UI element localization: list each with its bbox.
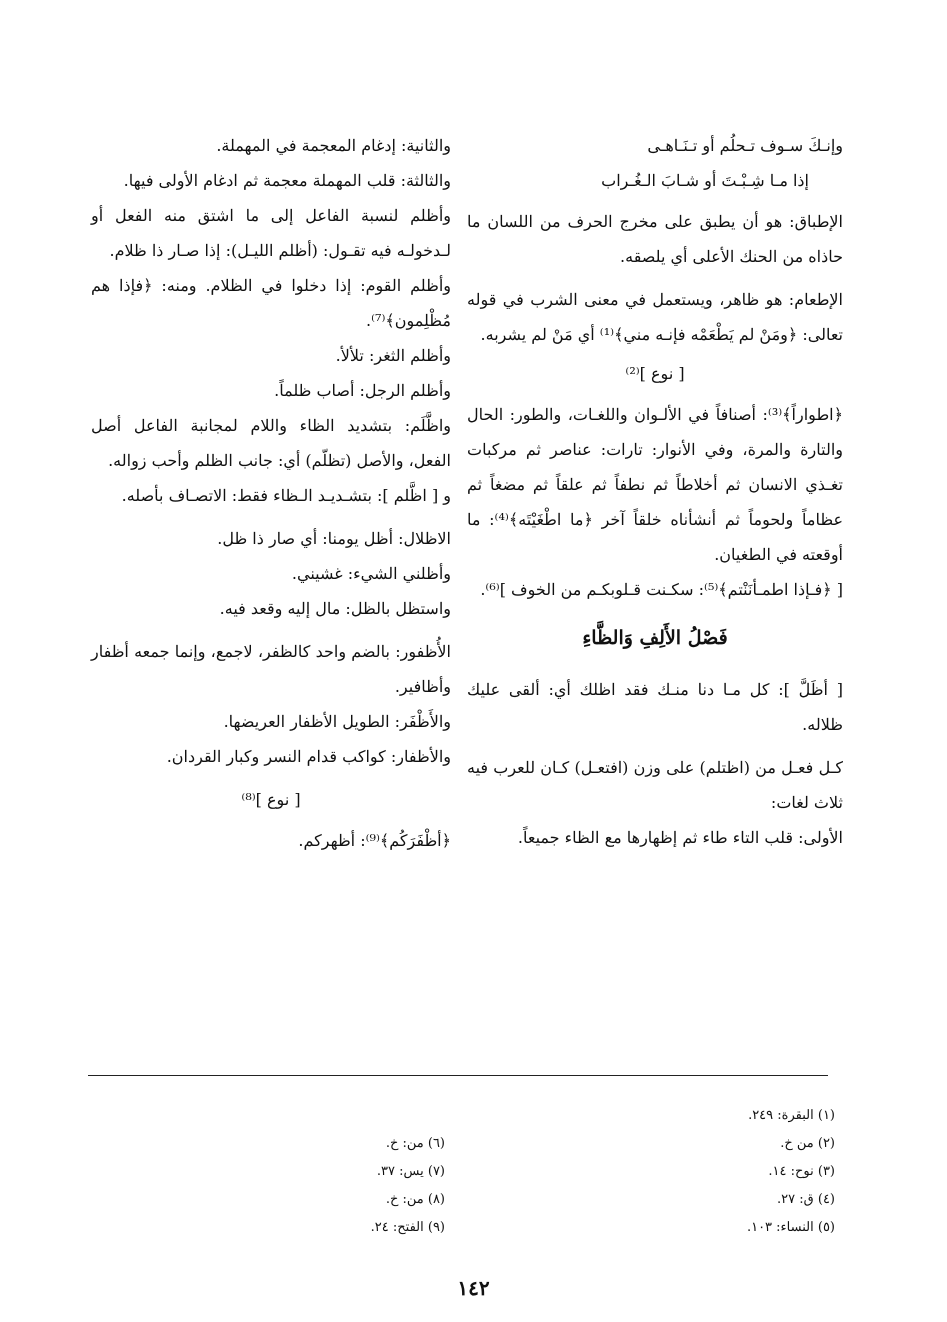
right-column: [467, 128, 843, 863]
footnote: (٥) النساء: ١٠٣.: [746, 1220, 835, 1235]
footnote: (١) البقرة: ٢٤٩.: [748, 1108, 835, 1123]
entry-ula: الأولى: قلب التاء طاء ثم إظهارها مع الظاء جميعاً.: [517, 828, 843, 847]
entry-istazall: واستظل بالظل: مال إليه وقعد فيه.: [219, 599, 451, 618]
poem-verse: [467, 128, 843, 198]
poem-line: وإنـكَ سـوف تـحلُم أو تـنَـاهـى: [647, 136, 843, 155]
footnote: (٢) من خ.: [780, 1136, 835, 1151]
page-number: ١٤٢: [457, 1276, 490, 1300]
nau-heading: [ نوع ]⁽⁸⁾: [241, 790, 301, 809]
footnote-divider: [88, 1075, 828, 1076]
entry-azfarakum: ﴿أظْفَرَكُم﴾⁽⁹⁾: أظهركم.: [298, 831, 451, 850]
entry-thalitha: والثالثة: قلب المهملة معجمة ثم ادغام الأولى فيها.: [123, 171, 451, 190]
entry-azlam-rajul: وأظلم الرجل: أصاب ظلماً.: [274, 381, 451, 400]
footnotes-right: [505, 1102, 835, 1242]
entry-azallani: وأظلني الشيء: غشيني.: [291, 564, 451, 583]
footnote: (٣) نوح: ١٤.: [768, 1164, 835, 1179]
entry-itmanantum: [ ﴿فـإذا اطمـأنَنْتم﴾⁽⁵⁾: سكـنت قـلوبكـم من الخوف ]⁽⁶⁾.: [480, 580, 843, 599]
footnote: (٧) يس: ٣٧.: [376, 1164, 445, 1179]
entry-uzfur: الأُظفور: بالضم واحد كالظفر، لاجمع، وإنما جمعه أظفار وأظافير.: [91, 642, 451, 696]
entry-azfar-adj: والأَظْفَر: الطويل الأظفار العريضها.: [223, 712, 451, 731]
left-column: [91, 128, 451, 866]
poem-line: إذا مـا شِـبْـتَ أو شـابَ الـغُـراب: [601, 171, 809, 190]
entry-itbaq: الإطباق: هو أن يطبق على مخرج الحرف من اللسان ما حاذاه من الحنك الأعلى أي يلصقه.: [467, 212, 843, 266]
entry-azzalam-only: و [ اظَّلم ]: بتشـديـد الـظاء فقط: الاتصـاف بأصله.: [121, 486, 451, 505]
entry-thaniya: والثانية: إدغام المعجمة في المهملة.: [216, 136, 451, 155]
footnote: (٦) من: خ.: [385, 1136, 445, 1151]
nau-heading: [ نوع ]⁽²⁾: [625, 364, 685, 383]
footnotes-left: [145, 1130, 445, 1242]
entry-atwaran: ﴿اطواراً﴾⁽³⁾: أصنافاً في الألـوان واللغـات، والطور: الحال والتارة والمرة، وفي الأنوار: تارات: عناصر ثم مركبات تغـذي الانسان ثم أخلاطاً ثم نطفاً ثم علقاً ثم مضغاً ثم عظاماً ولحوماً ثم أنشأناه خلقاً آخر ﴿ما اطْغَيْتَه﴾⁽⁴⁾: ما أوقعته في الطغيان.: [467, 405, 843, 564]
entry-azall: [ أظَلَّ ]: كل مـا دنا منـك فقد اظلك أي: ألقى عليك ظلاله.: [467, 680, 843, 734]
footnote: (٩) الفتح: ٢٤.: [370, 1220, 445, 1235]
entry-azlam-qawm: وأظلم القوم: إذا دخلوا في الظلام. ومنه: ﴿فإذا هم مُظْلِمون﴾⁽⁷⁾.: [91, 276, 451, 330]
entry-azlam-nisba: وأظلم لنسبة الفاعل إلى ما اشتق منه الفعل أو لـدخولـه فيه تقـول: (أظلم الليـل): إذا صـار ذا ظلام.: [91, 206, 451, 260]
section-title: فَصْلُ الأَلِفِ وَالظَّاءِ: [582, 627, 728, 649]
entry-izlal: الاظلال: أظل يومنا: أي صار ذا ظل.: [217, 529, 451, 548]
entry-azfar-stars: والأظفار: كواكب قدام النسر وكبار القردان.: [166, 747, 451, 766]
entry-kull-fil: كـل فعـل من (اظتلم) على وزن (افتعـل) كـان للعرب فيه ثلاث لغات:: [467, 758, 843, 812]
entry-itam: الإطعام: هو ظاهر، ويستعمل في معنى الشرب في قوله تعالى: ﴿ومَنْ لم يَطْعَمْه فإنـه مني﴾⁽¹⁾ أي مَنْ لم يشربه.: [467, 290, 843, 344]
entry-azzallam: واظَّلَم: بتشديد الظاء واللام لمجانبة الفاعل أصل الفعل، والأصل (تظلّم) أي: جانب الظلم وأحب زواله.: [91, 416, 451, 470]
footnote: (٨) من: خ.: [385, 1192, 445, 1207]
footnote: (٤) ق: ٢٧.: [777, 1192, 835, 1207]
entry-azlam-thaghr: وأظلم الثغر: تلألأ.: [335, 346, 451, 365]
